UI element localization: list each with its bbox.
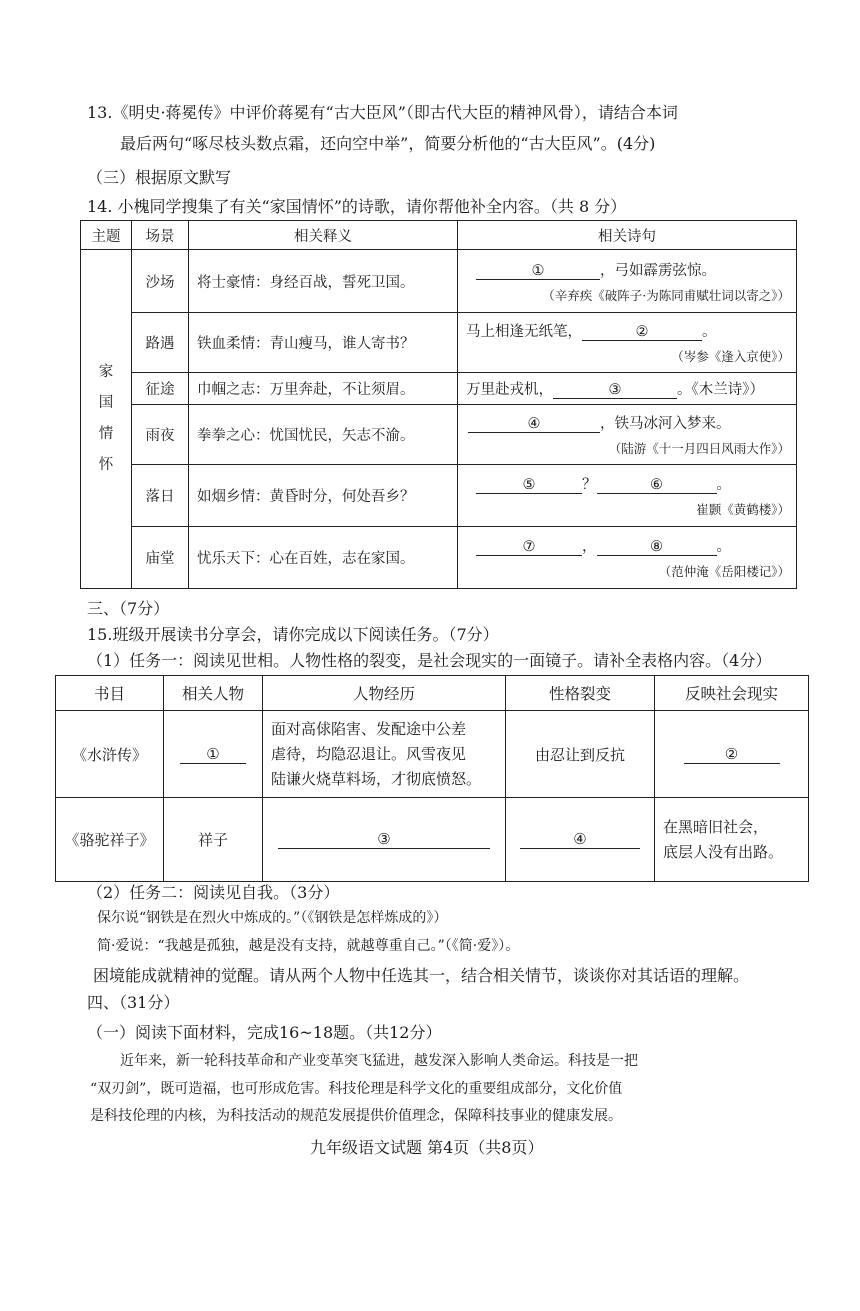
poem-cell bbox=[458, 465, 797, 527]
blank-1[interactable]: ① bbox=[180, 745, 246, 764]
change-cell bbox=[506, 798, 655, 882]
poem-text: 。 bbox=[716, 477, 731, 493]
scene-cell: 路遇 bbox=[132, 313, 189, 373]
subsection-title: （一）阅读下面材料，完成16~18题。（共12分） bbox=[87, 1023, 442, 1042]
blank-4[interactable]: ④ bbox=[520, 830, 640, 849]
page-footer: 九年级语文试题 第4页（共8页） bbox=[310, 1138, 544, 1157]
q13-line2: 最后两句“啄尽枝头数点霜，还向空中举”，简要分析他的“古大臣风”。(4分) bbox=[120, 134, 656, 153]
experience-line: 面对高俅陷害、发配途中公差 bbox=[271, 719, 467, 738]
q15-task1: （1）任务一：阅读见世相。人物性格的裂变，是社会现实的一面镜子。请补全表格内容。（4分） bbox=[87, 651, 772, 670]
explain-cell: 巾帼之志：万里奔赴，不让须眉。 bbox=[189, 373, 458, 405]
part3-title: 三、（7分） bbox=[87, 599, 170, 618]
passage-line: 近年来，新一轮科技革命和产业变革突飞猛进，越发深入影响人类命运。科技是一把 bbox=[120, 1053, 638, 1069]
poem-text: 马上相逢无纸笔， bbox=[466, 324, 582, 340]
poem-text: 。《木兰诗》） bbox=[677, 382, 764, 398]
poem-text: ，铁马冰河入梦来。 bbox=[600, 416, 731, 432]
section-title: （三）根据原文默写 bbox=[87, 168, 232, 187]
poem-source: （岑参《逢入京使》） bbox=[671, 349, 790, 364]
theme-cell bbox=[81, 250, 132, 589]
blank-2[interactable]: ② bbox=[582, 324, 702, 341]
poem-text: ？ bbox=[582, 477, 597, 493]
header-scene: 场景 bbox=[132, 221, 189, 250]
blank-4[interactable]: ④ bbox=[468, 416, 600, 433]
poem-source: （陆游《十一月四日风雨大作》） bbox=[608, 441, 790, 456]
poem-text: 万里赴戎机， bbox=[466, 382, 553, 398]
poetry-table bbox=[80, 220, 797, 589]
quote-paul: 保尔说“钢铁是在烈火中炼成的。”（《钢铁是怎样炼成的》） bbox=[97, 910, 448, 926]
blank-3[interactable]: ③ bbox=[553, 382, 677, 399]
reality-line: 底层人没有出路。 bbox=[663, 842, 784, 861]
change-cell: 由忍让到反抗 bbox=[506, 711, 655, 798]
blank-7[interactable]: ⑦ bbox=[476, 539, 582, 556]
blank-2[interactable]: ② bbox=[684, 745, 780, 764]
poem-cell bbox=[458, 250, 797, 313]
blank-8[interactable]: ⑧ bbox=[597, 539, 717, 556]
poem-text: 。 bbox=[716, 539, 731, 555]
explain-cell: 忧乐天下：心在百姓，志在家国。 bbox=[189, 527, 458, 589]
header-person: 相关人物 bbox=[164, 676, 263, 711]
header-explain: 相关释义 bbox=[189, 221, 458, 250]
q15-ask: 困境能成就精神的觉醒。请从两个人物中任选其一，结合相关情节，谈谈你对其话语的理解。 bbox=[93, 966, 750, 985]
scene-cell: 征途 bbox=[132, 373, 189, 405]
poem-text: ， bbox=[582, 539, 597, 555]
passage-line: “双刃剑”，既可造福，也可形成危害。科技伦理是科学文化的重要组成部分，文化价值 bbox=[90, 1081, 623, 1097]
scene-cell: 庙堂 bbox=[132, 527, 189, 589]
header-book: 书目 bbox=[56, 676, 164, 711]
header-experience: 人物经历 bbox=[263, 676, 506, 711]
passage-line: 是科技伦理的内核，为科技活动的规范发展提供价值理念，保障科技事业的健康发展。 bbox=[90, 1108, 622, 1124]
q15-task2: （2）任务二：阅读见自我。（3分） bbox=[87, 883, 340, 902]
blank-6[interactable]: ⑥ bbox=[597, 477, 717, 494]
person-cell: 祥子 bbox=[164, 798, 263, 882]
poem-source: （范仲淹《岳阳楼记》） bbox=[658, 564, 790, 579]
reality-line: 在黑暗旧社会， bbox=[663, 817, 769, 836]
q13-line1: 13.《明史·蒋冕传》中评价蒋冕有“古大臣风”（即古代大臣的精神风骨），请结合本词 bbox=[87, 103, 678, 122]
explain-cell: 如烟乡情：黄昏时分，何处吾乡？ bbox=[189, 465, 458, 527]
book-cell: 《水浒传》 bbox=[56, 711, 164, 798]
book-cell: 《骆驼祥子》 bbox=[56, 798, 164, 882]
header-theme: 主题 bbox=[81, 221, 132, 250]
poem-cell bbox=[458, 405, 797, 465]
blank-5[interactable]: ⑤ bbox=[476, 477, 582, 494]
experience-cell bbox=[263, 711, 506, 798]
header-reality: 反映社会现实 bbox=[655, 676, 809, 711]
theme-char: 家 bbox=[98, 364, 114, 380]
theme-char: 国 bbox=[98, 395, 114, 411]
experience-line: 虐待，均隐忍退让。风雪夜见 bbox=[271, 744, 467, 763]
header-change: 性格裂变 bbox=[506, 676, 655, 711]
q14-title: 14. 小槐同学搜集了有关“家国情怀”的诗歌，请你帮他补全内容。（共 8 分） bbox=[87, 197, 627, 216]
poem-cell bbox=[458, 313, 797, 373]
experience-line: 陆谦火烧草料场，才彻底愤怒。 bbox=[271, 769, 482, 788]
theme-char: 情 bbox=[98, 426, 114, 442]
q15-title: 15.班级开展读书分享会，请你完成以下阅读任务。（7分） bbox=[87, 625, 499, 644]
poem-text: 。 bbox=[702, 324, 717, 340]
poem-text: ，弓如霹雳弦惊。 bbox=[600, 262, 716, 279]
explain-cell: 将士豪情：身经百战，誓死卫国。 bbox=[189, 250, 458, 313]
poem-source: （辛弃疾《破阵子·为陈同甫赋壮词以寄之》） bbox=[542, 287, 790, 303]
poem-cell bbox=[458, 373, 797, 405]
part4-title: 四、（31分） bbox=[87, 993, 180, 1012]
reality-cell bbox=[655, 711, 809, 798]
experience-cell bbox=[263, 798, 506, 882]
reading-table bbox=[55, 675, 809, 882]
scene-cell: 雨夜 bbox=[132, 405, 189, 465]
explain-cell: 铁血柔情：青山瘦马，谁人寄书？ bbox=[189, 313, 458, 373]
reality-cell bbox=[655, 798, 809, 882]
blank-3[interactable]: ③ bbox=[278, 830, 490, 849]
poem-source: 崔颢《黄鹤楼》） bbox=[696, 502, 790, 517]
theme-char: 怀 bbox=[98, 457, 114, 473]
poem-cell bbox=[458, 527, 797, 589]
explain-cell: 拳拳之心：忧国忧民，矢志不渝。 bbox=[189, 405, 458, 465]
quote-jane: 简·爱说：“我越是孤独，越是没有支持，就越尊重自己。”（《简·爱》）。 bbox=[97, 938, 520, 954]
header-poem: 相关诗句 bbox=[458, 221, 797, 250]
scene-cell: 落日 bbox=[132, 465, 189, 527]
scene-cell: 沙场 bbox=[132, 250, 189, 313]
person-cell bbox=[164, 711, 263, 798]
blank-1[interactable]: ① bbox=[476, 263, 600, 280]
